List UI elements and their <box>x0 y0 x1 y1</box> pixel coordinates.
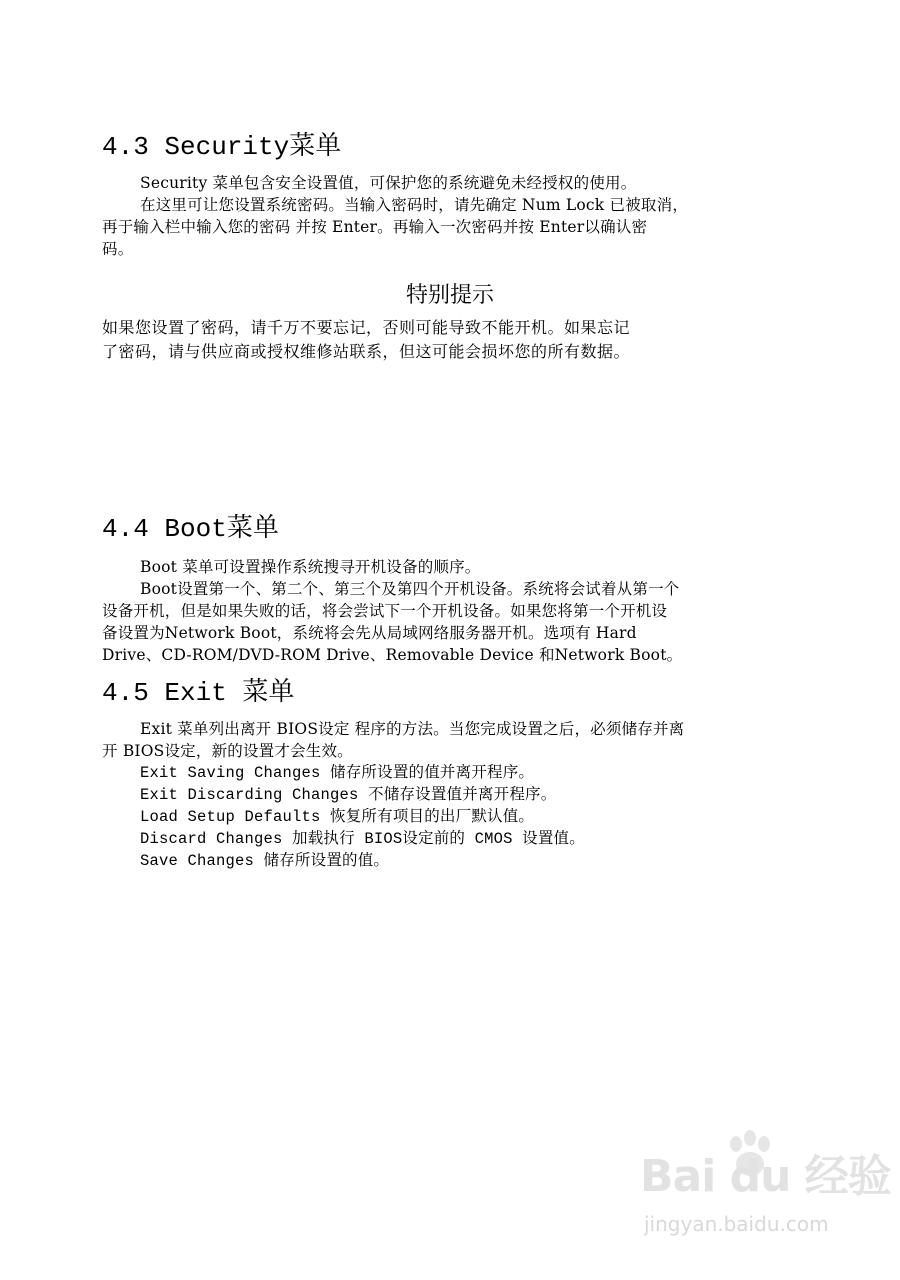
section-4-5-title: 4.5 Exit 菜单 <box>102 678 295 708</box>
exit-option-item: Load Setup Defaults 恢复所有项目的出厂默认值。 <box>140 808 535 826</box>
notice-line-1: 如果您设置了密码，请千万不要忘记，否则可能导致不能开机。如果忘记 <box>102 318 631 337</box>
notice-title: 特别提示 <box>405 283 494 308</box>
watermark-logo-text: Bai du 经验 <box>640 1151 891 1202</box>
section-4-4-line-4: 备设置为Network Boot，系统将会先从局域网络服务器开机。选项有 Hard <box>102 624 637 642</box>
section-4-5-line-1: Exit 菜单列出离开 BIOS设定 程序的方法。当您完成设置之后，必须储存并离 <box>140 720 685 738</box>
exit-option-item: Exit Saving Changes 储存所设置的值并离开程序。 <box>140 764 535 782</box>
section-4-3-line-2: 在这里可让您设置系统密码。当输入密码时，请先确定 Num Lock 已被取消， <box>140 196 689 214</box>
baidu-jingyan-watermark <box>640 1140 891 1250</box>
section-4-4-line-1: Boot 菜单可设置操作系统搜寻开机设备的顺序。 <box>140 558 481 576</box>
section-4-3-line-4: 码。 <box>102 240 134 258</box>
exit-option-item: Save Changes 储存所设置的值。 <box>140 852 390 870</box>
section-4-4-title: 4.4 Boot菜单 <box>102 514 279 544</box>
section-4-5-line-2: 开 BIOS设定，新的设置才会生效。 <box>102 742 353 760</box>
section-4-3-title: 4.3 Security菜单 <box>102 132 342 162</box>
notice-line-2: 了密码，请与供应商或授权维修站联系，但这可能会损坏您的所有数据。 <box>102 342 631 361</box>
section-4-4-line-3: 设备开机，但是如果失败的话，将会尝试下一个开机设备。如果您将第一个开机设 <box>102 602 668 620</box>
exit-option-item: Exit Discarding Changes 不储存设置值并离开程序。 <box>140 786 557 804</box>
watermark-url: jingyan.baidu.com <box>644 1212 829 1236</box>
section-4-3-line-1: Security 菜单包含安全设置值，可保护您的系统避免未经授权的使用。 <box>140 174 637 192</box>
exit-option-item: Discard Changes 加载执行 BIOS设定前的 CMOS 设置值。 <box>140 830 585 848</box>
section-4-4-line-5: Drive、CD-ROM/DVD-ROM Drive、Removable Device 和Network Boot。 <box>102 646 683 664</box>
section-4-3-line-3: 再于输入栏中输入您的密码 并按 Enter。再输入一次密码并按 Enter以确认密 <box>102 218 648 236</box>
section-4-4-line-2: Boot设置第一个、第二个、第三个及第四个开机设备。系统将会试着从第一个 <box>140 580 680 598</box>
